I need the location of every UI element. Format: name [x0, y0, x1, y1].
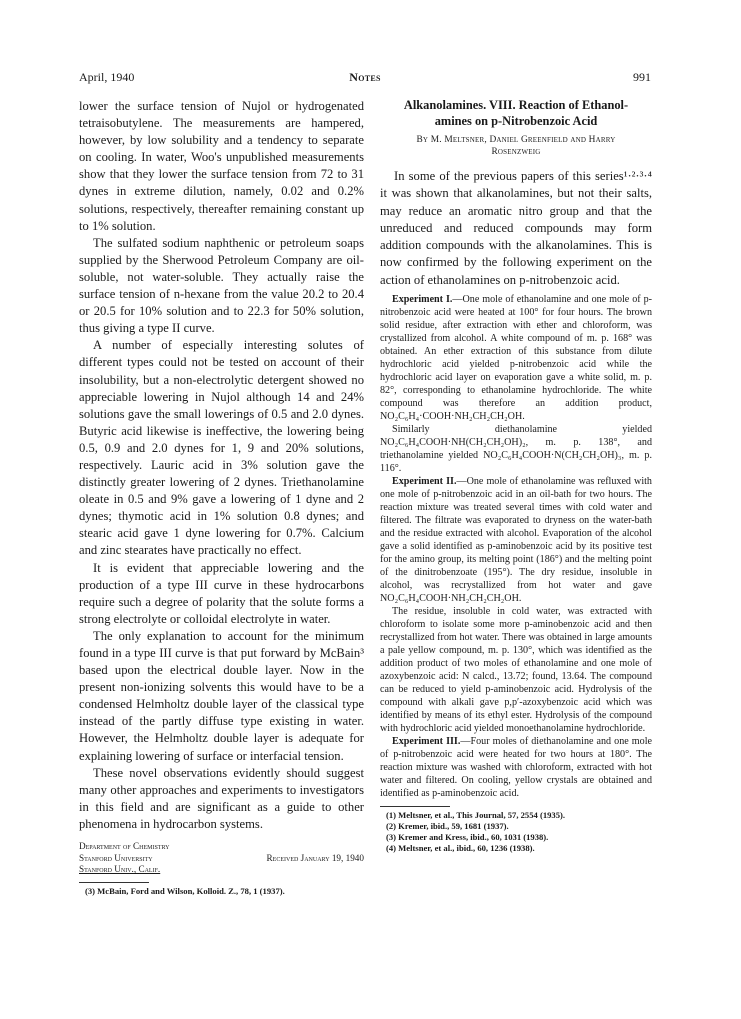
right-footnotes	[380, 810, 652, 854]
left-column	[79, 98, 364, 897]
header-page-number: 991	[633, 70, 651, 84]
received-date: Received January 19, 1940	[266, 852, 364, 863]
footnote-3-left: (3) McBain, Ford and Wilson, Kolloid. Z., 78, 1 (1937).	[85, 885, 285, 896]
article-title	[380, 98, 652, 129]
author-byline	[380, 134, 652, 158]
affiliation-university: Stanford University	[79, 852, 153, 863]
footnote-4: (4) Meltsner, et al., ibid., 60, 1236 (1938).	[386, 843, 535, 854]
experiment-3-text: —Four moles of diethanolamine and one mole of p-nitrobenzoic acid were heated for two hours at 180°. The reaction mixture was washed with chloroform, extracted with hot water and filtered. On cooling, yellow crystals are obtained and identified as p-aminobenzoic acid.	[380, 736, 652, 800]
left-paragraph-3: A number of especially interesting solutes of different types could not be tested on account of their insolubility, but a non-electrolytic detergent showed no appreciable lowering in Nujol although 14 and 24% solutions gave the small lowerings of 0.5 and 2.0 dynes. Butyric acid likewise is ineffective, the lowering being 0.5, 0.9 and 2.0 dynes for 1, 9 and 20% solutions, respectively. Lauric acid in 3% solution gave the distinctly greater lowering of 2 dynes. Triethanolamine oleate in 0.5 and 9% gave a lowering of 1 dyne and 2 dynes; thymotic acid in 1% solution 0.8 dynes; and stearic acid gave 1 dyne lowering for 0.7%. Calcium and zinc stearates have practically no effect.	[79, 338, 364, 558]
article-title-line-2: amines on p-Nitrobenzoic Acid	[434, 113, 598, 128]
footnote-2: (2) Kremer, ibid., 59, 1681 (1937).	[386, 821, 509, 832]
left-footnote	[79, 886, 364, 897]
affiliation-department: Department of Chemistry	[79, 841, 170, 852]
left-paragraph-1: lower the surface tension of Nujol or hydrogenated tetraisobutylene. The measurements are hampered, however, by low solubility and a tendency to separate on cooling. In water, Woo's unpublished measurements show that they lower the surface tension from 72 to 31 dynes in extreme dilution, namely, 0.02 and 0.2% solutions, respectively, thereafter remaining constant up to 1% solution.	[79, 99, 364, 233]
byline-line-1: By M. Meltsner, Daniel Greenfield and Harry	[416, 135, 616, 145]
right-column	[380, 98, 652, 854]
experiment-3-paragraph	[380, 735, 652, 800]
affiliation	[79, 841, 364, 876]
header-date: April, 1940	[79, 70, 135, 84]
affiliation-location: Stanford Univ., Calif.	[79, 864, 161, 875]
experiment-1-paragraph	[380, 293, 652, 423]
left-paragraph-4: It is evident that appreciable lowering and the production of a type III curve in these hydrocarbons require such a degree of polarity that the solute forms a strong electrolyte or colloidal electrolyte in water.	[79, 560, 364, 626]
footnote-3: (3) Kremer and Kress, ibid., 60, 1031 (1938).	[386, 832, 549, 843]
experiment-2-label: Experiment II.	[392, 476, 457, 488]
experiment-1-text: —One mole of ethanolamine and one mole of p-nitrobenzoic acid were heated at 100° for four hours. The brown solid residue, after extraction with ether and chloroform, was crystallized from alcohol. A white compound of m. p. 168° was obtained. An ether extraction of this substance from dilute hydrochloric acid yielded p-nitrobenzoic acid while the hydrochloric acid layer on evaporation gave a white solid, m. p. 82°, corresponding to ethanolamine hydrochloride. The white compound was therefore an addition product, NO₂C₆H₄·COOH·NH₂CH₂CH₂OH.	[380, 294, 652, 423]
left-paragraph-6: These novel observations evidently should suggest many other approaches and experiments to investigators in this field and are significant as a guide to other phenomena in hydrocarbon systems.	[79, 765, 364, 831]
footnote-1: (1) Meltsner, et al., This Journal, 57, 2554 (1935).	[386, 810, 566, 821]
experiment-2-paragraph	[380, 475, 652, 605]
left-paragraph-5: The only explanation to account for the minimum found in a type III curve is that put forward by McBain³ based upon the electrical double layer. Now in the present non-ionizing solvents this would have to be a condensed Helmholtz double layer of the classical type instead of the partly diffuse type existing in water. However, the Helmholtz double layer is adequate for explaining lowering of surface or interfacial tension.	[79, 628, 364, 763]
left-paragraph-2: The sulfated sodium naphthenic or petroleum soaps supplied by the Sherwood Petroleum Company are oil-soluble, not water-soluble. They actually raise the surface tension of n-hexane from the value 20.2 to 20.4 or 20.5 for 10% solution and to 22.3 for 50% solution, thus giving a type II curve.	[79, 235, 364, 336]
experiment-2-text: —One mole of ethanolamine was refluxed with one mole of p-nitrobenzoic acid in an oil-bath for two hours. The reaction mixture was treated several times with cold water and filtered. The filtrate was evaporated to dryness on the water-bath and the residue extracted with alcohol. Evaporation of the alcohol gave a solid identified as p-aminobenzoic acid by its positive test for the amino group, its melting point (186°) and the melting point of the dinitrobenzoate (195°). The dry residue, insoluble in alcohol, was recrystallized from hot water and gave NO₂C₆H₄COOH·NH₂CH₂CH₂OH.	[380, 476, 652, 605]
experimental-section	[380, 293, 652, 800]
header-section: Notes	[349, 70, 381, 84]
experiment-1-paragraph-2: Similarly diethanolamine yielded NO₂C₆H₄COOH·NH(CH₂CH₂OH)₂, m. p. 138°, and triethanolamine yielded NO₂C₆H₄COOH·N(CH₂CH₂OH)₃, m. p. 116°.	[380, 424, 652, 475]
footnote-rule-left	[79, 882, 149, 883]
intro-paragraph: In some of the previous papers of this series¹·²·³·⁴ it was shown that alkanolamines, but not their salts, may reduce an aromatic nitro group and that the unreduced and reduced compounds may form addition compounds with the alkanolamines. This is now confirmed by the following experiment on the action of ethanolamines on p-nitrobenzoic acid.	[380, 169, 652, 287]
experiment-3-label: Experiment III.	[392, 736, 461, 748]
running-head	[79, 70, 651, 88]
experiment-1-label: Experiment I.	[392, 294, 453, 306]
experiment-2-paragraph-2: The residue, insoluble in cold water, was extracted with chloroform to isolate some more p-aminobenzoic acid and then recrystallized from hot water. There was obtained in large amounts a pale yellow compound, m. p. 130°, which was identified as the addition product of two moles of ethanolamine and one mole of azoxybenzoic acid: N calcd., 13.72; found, 13.64. The compound can be reduced to yield p-aminobenzoic acid. Hydrolysis of the compound with alkali gave p,p′-azoxybenzoic acid which was identified by means of its ethyl ester. Hydrolysis of the compound with hydrochloric acid yielded monoethanolamine hydrochloride.	[380, 606, 652, 735]
footnote-rule-right	[380, 806, 450, 807]
byline-line-2: Rosenzweig	[491, 147, 541, 157]
article-title-line-1: Alkanolamines. VIII. Reaction of Ethanol-	[403, 98, 629, 112]
